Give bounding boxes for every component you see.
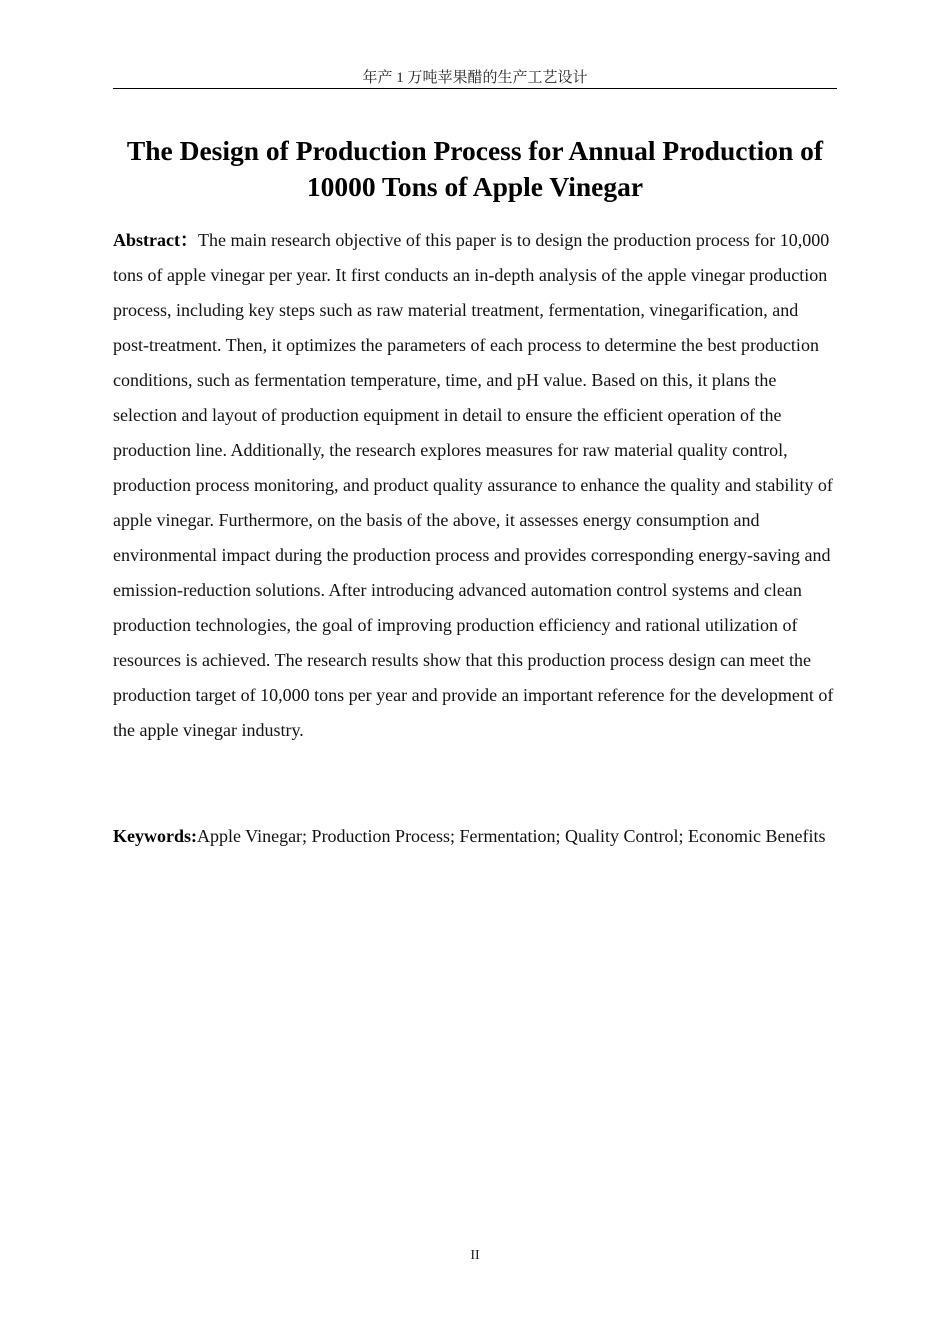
paper-title: The Design of Production Process for Annual Production of 10000 Tons of Apple Vinegar xyxy=(126,135,824,202)
abstract-text: The main research objective of this paper is to design the production process for 10,000 tons of apple vinegar per year. It first conducts an in-depth analysis of the apple vinegar production process, including key steps such as raw material treatment, fermentation, vinegarification, and post-treatment. Then, it optimizes the parameters of each process to determine the best production conditions, such as fermentation temperature, time, and pH value. Based on this, it plans the selection and layout of production equipment in detail to ensure the efficient operation of the production line. Additionally, the research explores measures for raw material quality control, production process monitoring, and product quality assurance to enhance the quality and stability of apple vinegar. Furthermore, on the basis of the above, it assesses energy consumption and environmental impact during the production process and provides corresponding energy-saving and emission-reduction solutions. After introducing advanced automation control systems and clean production technologies, the goal of improving production efficiency and rational utilization of resources is achieved. The research results show that this production process design can meet the production target of 10,000 tons per year and provide an important reference for the development of the apple vinegar industry. xyxy=(113,230,834,740)
keywords-text: Apple Vinegar; Production Process; Fermentation; Quality Control; Economic Benefits xyxy=(197,826,826,846)
running-header: 年产 1 万吨苹果醋的生产工艺设计 xyxy=(362,70,588,86)
header-rule xyxy=(113,88,837,89)
keywords-label: Keywords: xyxy=(113,826,197,846)
abstract-paragraph xyxy=(113,223,837,748)
keywords-paragraph xyxy=(113,819,837,854)
abstract-label: Abstract： xyxy=(113,230,198,250)
page-number: II xyxy=(470,1248,480,1263)
